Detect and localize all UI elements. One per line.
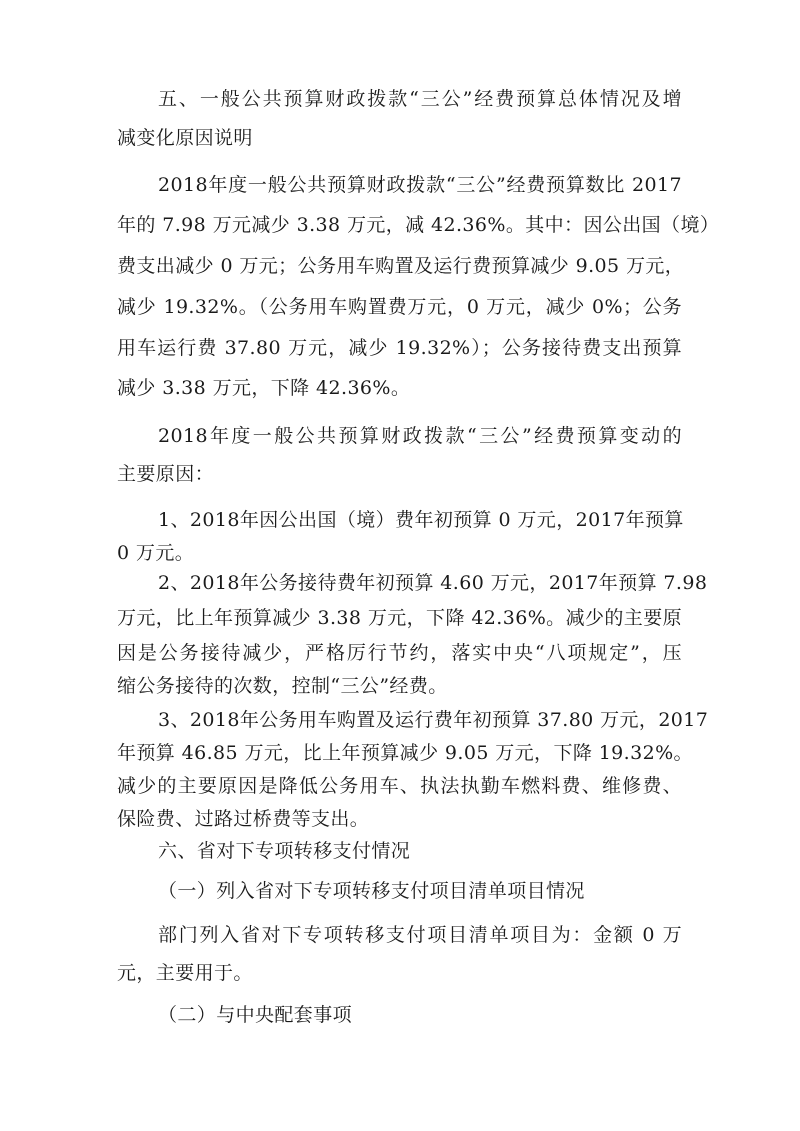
subsection-1-heading: （一）列入省对下专项转移支付项目清单项目情况 <box>158 880 585 902</box>
list-item-3-line: 3、2018年公务用车购置及运行费年初预算 37.80 万元，2017 <box>158 709 709 731</box>
paragraph-line: 减少 3.38 万元，下降 42.36%。 <box>117 377 411 399</box>
list-item-2-line: 万元，比上年预算减少 3.38 万元，下降 42.36%。减少的主要原 <box>117 607 682 629</box>
list-item-2-line: 缩公务接待的次数，控制“三公”经费。 <box>117 675 448 697</box>
paragraph-line: 2018年度一般公共预算财政拨款“三公”经费预算数比 2017 <box>158 174 682 196</box>
list-item-2-line: 因是公务接待减少，严格厉行节约，落实中央“八项规定”，压 <box>117 642 682 664</box>
list-item-2-line: 2、2018年公务接待费年初预算 4.60 万元，2017年预算 7.98 <box>158 572 708 594</box>
paragraph-line: 减少 19.32%。（公务用车购置费万元，0 万元，减少 0%；公务 <box>117 296 682 318</box>
paragraph-line: 用车运行费 37.80 万元，减少 19.32%）；公务接待费支出预算 <box>117 337 682 359</box>
section-5-heading-line-2: 减变化原因说明 <box>117 127 253 149</box>
paragraph-line: 2018年度一般公共预算财政拨款“三公”经费预算变动的 <box>158 425 682 447</box>
list-item-3-line: 年预算 46.85 万元，比上年预算减少 9.05 万元，下降 19.32%。 <box>117 742 693 764</box>
paragraph-line: 年的 7.98 万元减少 3.38 万元，减 42.36%。其中：因公出国（境） <box>117 214 720 236</box>
subsection-2-heading: （二）与中央配套事项 <box>158 1004 353 1026</box>
list-item-1-line: 0 万元。 <box>117 542 195 564</box>
paragraph-line: 费支出减少 0 万元；公务用车购置及运行费预算减少 9.05 万元， <box>117 255 685 277</box>
paragraph-line: 部门列入省对下专项转移支付项目清单项目为：金额 0 万 <box>158 924 682 946</box>
paragraph-line: 元，主要用于。 <box>117 962 253 984</box>
list-item-1-line: 1、2018年因公出国（境）费年初预算 0 万元，2017年预算 <box>158 509 684 531</box>
paragraph-line: 主要原因： <box>117 463 215 485</box>
section-6-heading: 六、省对下专项转移支付情况 <box>158 840 411 862</box>
list-item-3-line: 保险费、过路过桥费等支出。 <box>117 808 370 830</box>
list-item-3-line: 减少的主要原因是降低公务用车、执法执勤车燃料费、维修费、 <box>117 775 682 797</box>
section-5-heading-line-1: 五、一般公共预算财政拨款“三公”经费预算总体情况及增 <box>158 88 682 110</box>
